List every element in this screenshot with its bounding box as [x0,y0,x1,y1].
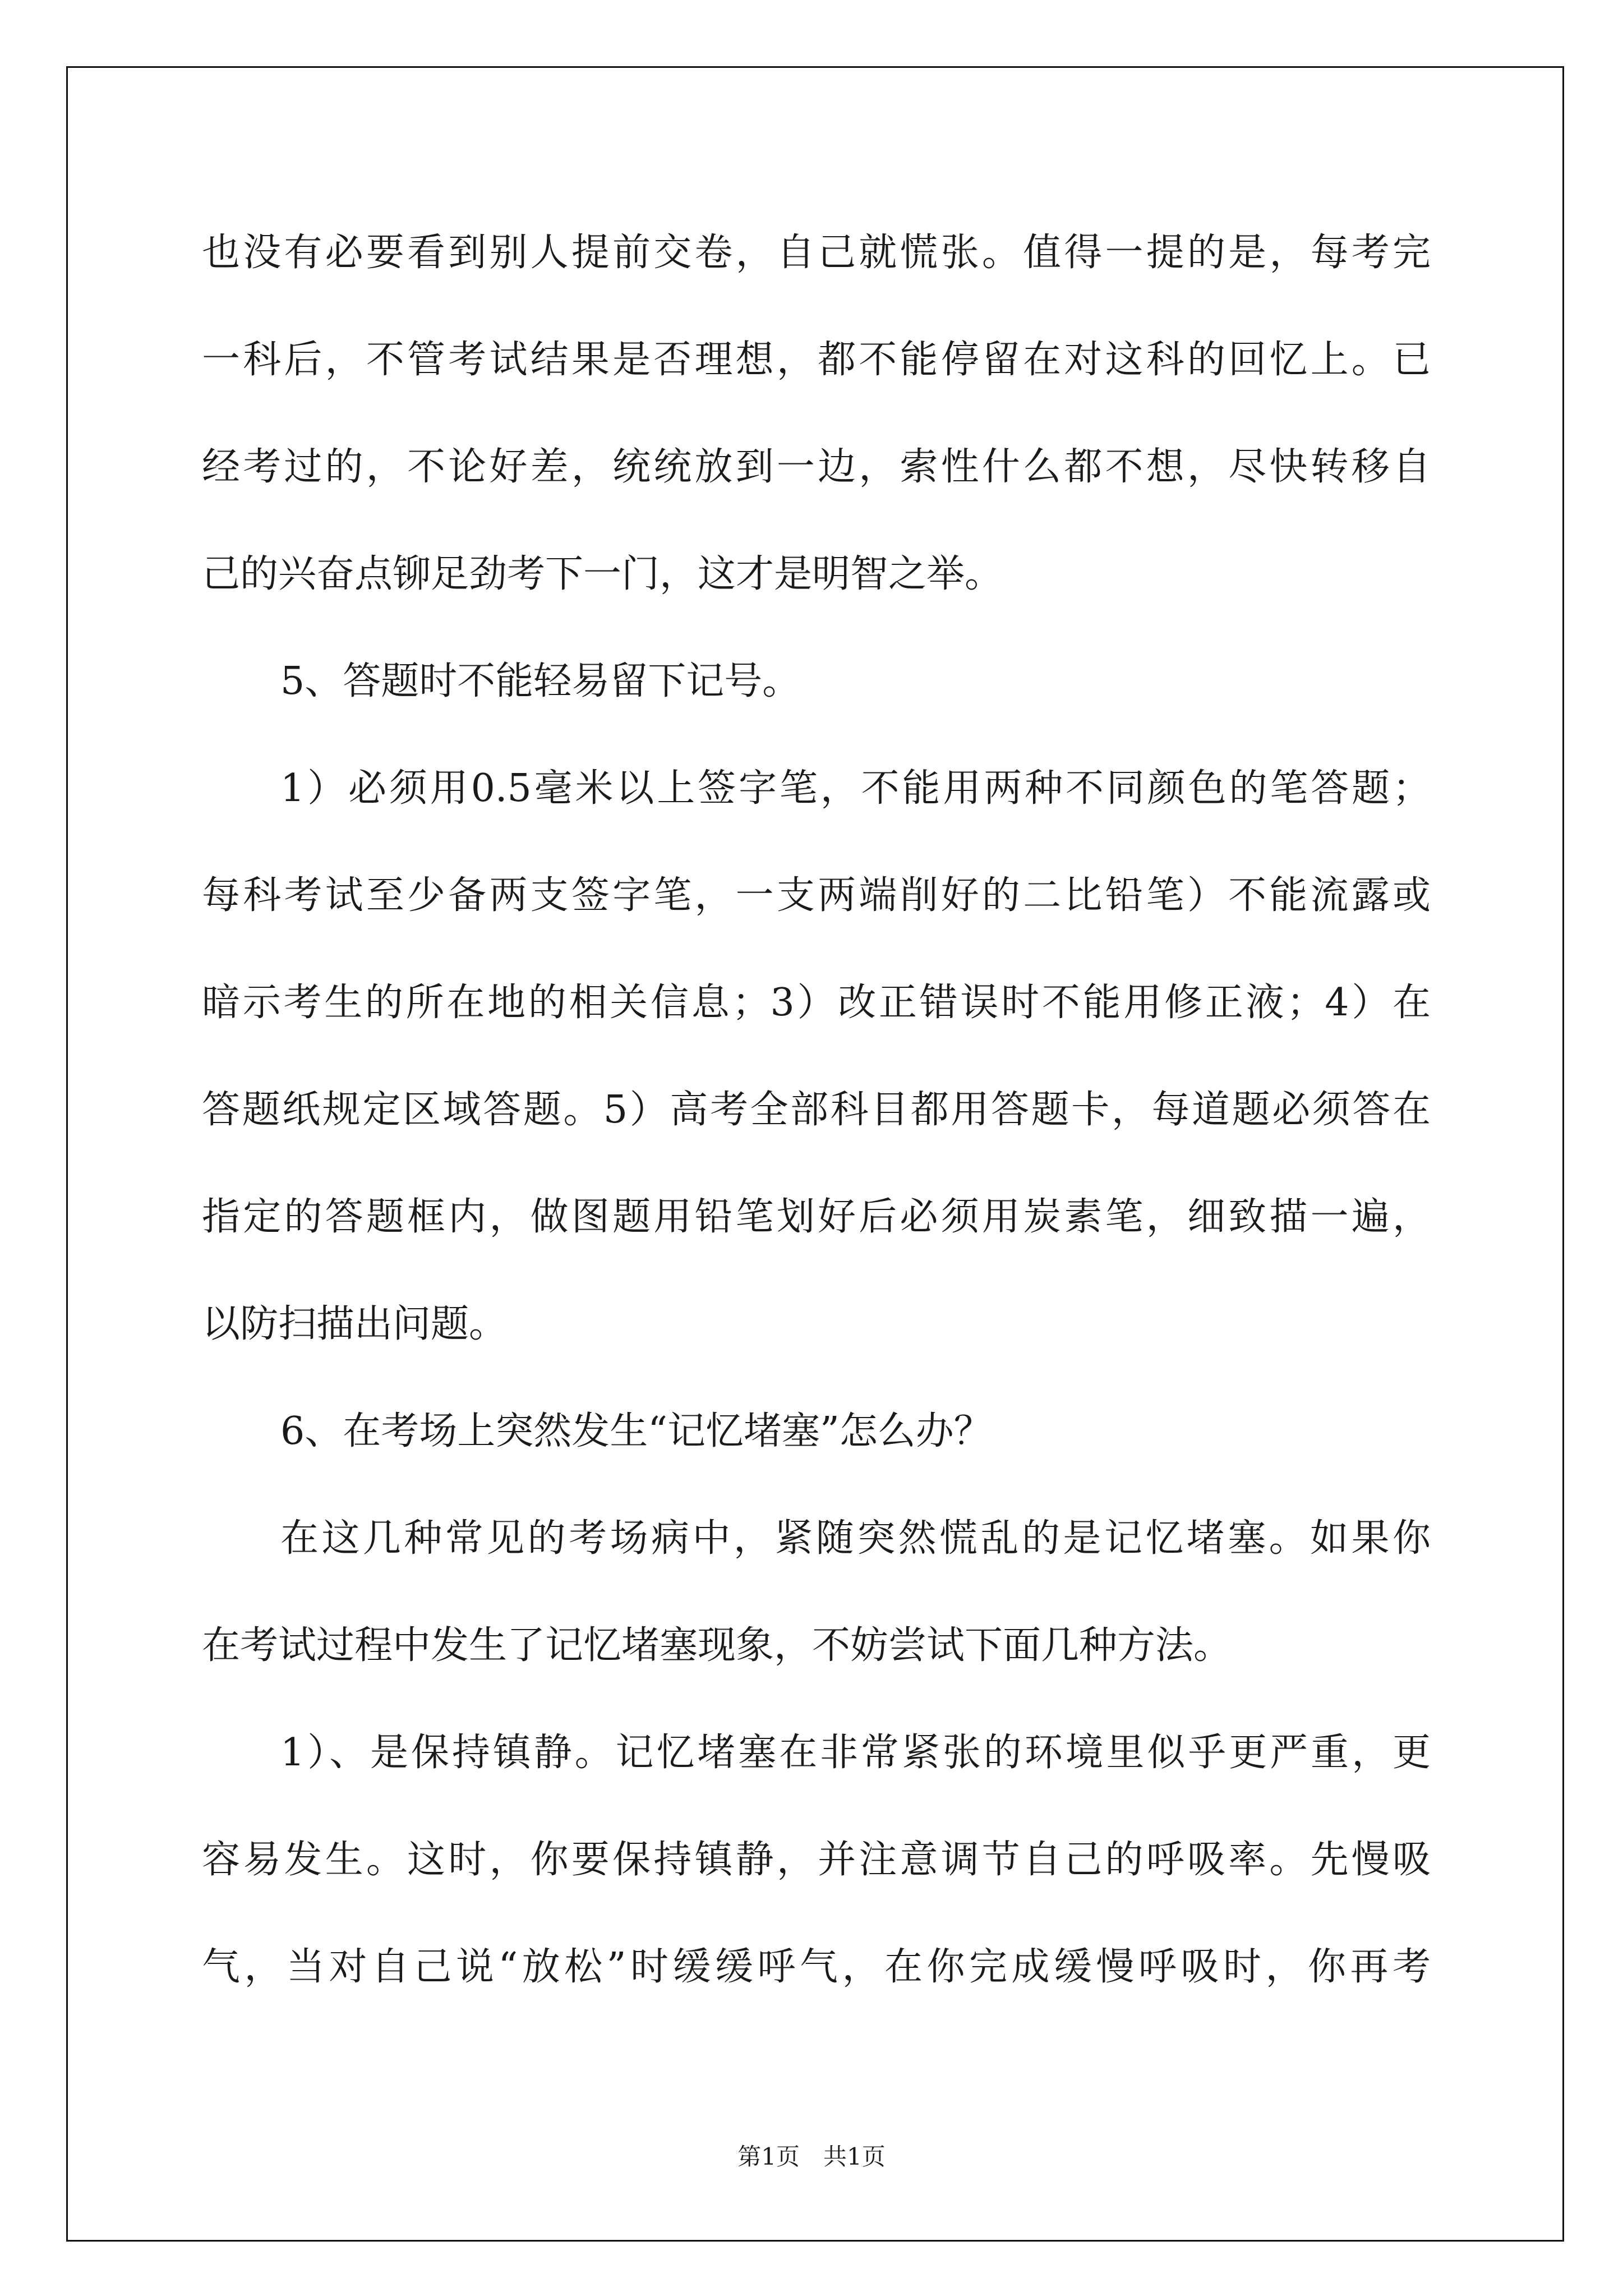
text-line: 容易发生。这时，你要保持镇静，并注意调节自己的呼吸率。先慢吸 [202,1838,1431,1882]
text-line: 经考过的，不论好差，统统放到一边，索性什么都不想，尽快转移自 [202,445,1431,489]
page-number-footer: 第1页 共1页 [737,2143,886,2170]
text-line: 指定的答题框内，做图题用铅笔划好后必须用炭素笔，细致描一遍， [202,1195,1431,1239]
text-line: 气，当对自己说“放松”时缓缓呼气，在你完成缓慢呼吸时，你再考 [202,1945,1431,1989]
section-heading: 6、在考场上突然发生“记忆堵塞”怎么办？ [280,1409,992,1453]
text-line: 以防扫描出问题。 [202,1302,508,1346]
text-line: 暗示考生的所在地的相关信息；3）改正错误时不能用修正液；4）在 [202,981,1431,1025]
text-line: 在这几种常见的考场病中，紧随突然慌乱的是记忆堵塞。如果你 [280,1516,1431,1561]
text-line: 也没有必要看到别人提前交卷，自己就慌张。值得一提的是，每考完 [202,231,1431,275]
text-line: 1）、是保持镇静。记忆堵塞在非常紧张的环境里似乎更严重，更 [280,1731,1431,1775]
text-line: 1）必须用0.5毫米以上签字笔，不能用两种不同颜色的笔答题； [280,766,1431,811]
text-line: 答题纸规定区域答题。5）高考全部科目都用答题卡，每道题必须答在 [202,1088,1431,1132]
section-heading: 5、答题时不能轻易留下记号。 [280,659,801,703]
text-line: 己的兴奋点铆足劲考下一门，这才是明智之举。 [202,552,1003,596]
text-line: 在考试过程中发生了记忆堵塞现象，不妨尝试下面几种方法。 [202,1623,1232,1668]
text-line: 每科考试至少备两支签字笔，一支两端削好的二比铅笔）不能流露或 [202,873,1431,918]
document-body [202,199,1431,2021]
text-line: 一科后，不管考试结果是否理想，都不能停留在对这科的回忆上。已 [202,338,1431,382]
